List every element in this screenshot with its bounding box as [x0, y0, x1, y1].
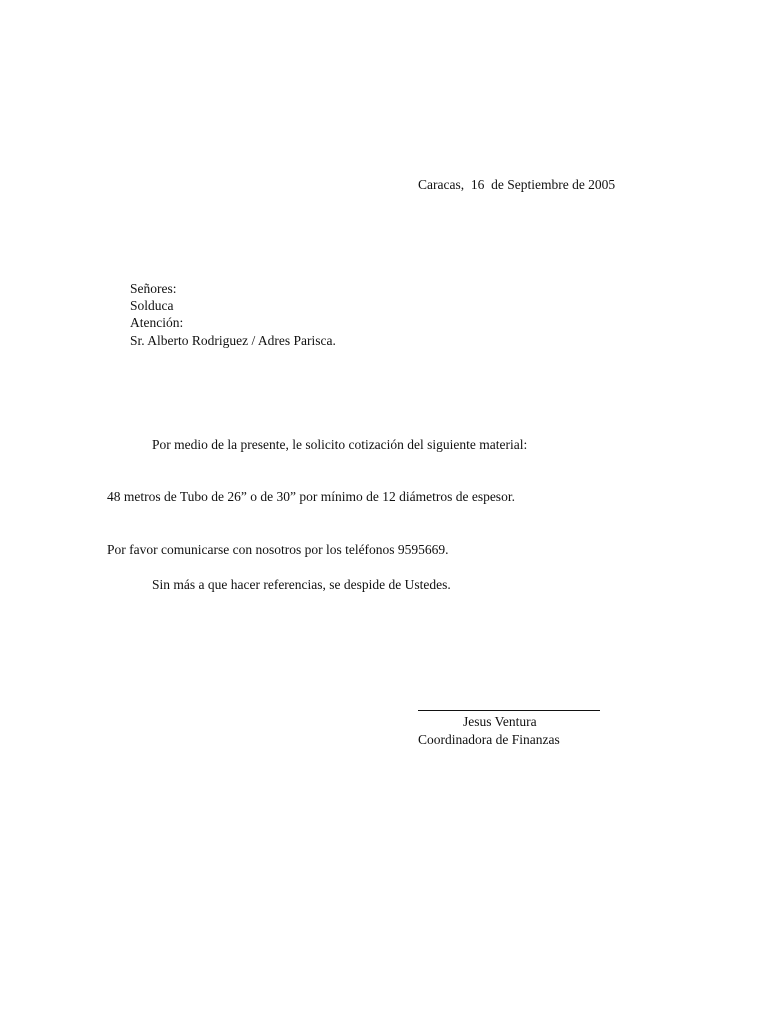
body-closing-paragraph: Sin más a que hacer referencias, se despide de Ustedes.	[152, 577, 451, 592]
body-intro-paragraph: Por medio de la presente, le solicito cotización del siguiente material:	[152, 437, 528, 452]
signer-title: Coordinadora de Finanzas	[418, 732, 560, 747]
body-material-paragraph: 48 metros de Tubo de 26” o de 30” por mínimo de 12 diámetros de espesor.	[107, 489, 515, 504]
body-contact-paragraph: Por favor comunicarse con nosotros por los teléfonos 9595669.	[107, 542, 449, 557]
attention-label: Atención:	[130, 315, 184, 330]
attention-names: Sr. Alberto Rodriguez / Adres Parisca.	[130, 333, 336, 348]
signature-line	[418, 710, 600, 711]
letter-date: Caracas, 16 de Septiembre de 2005	[418, 177, 616, 192]
signer-name: Jesus Ventura	[463, 714, 537, 729]
recipient-company: Solduca	[130, 298, 174, 313]
recipient-salutation: Señores:	[130, 281, 177, 296]
